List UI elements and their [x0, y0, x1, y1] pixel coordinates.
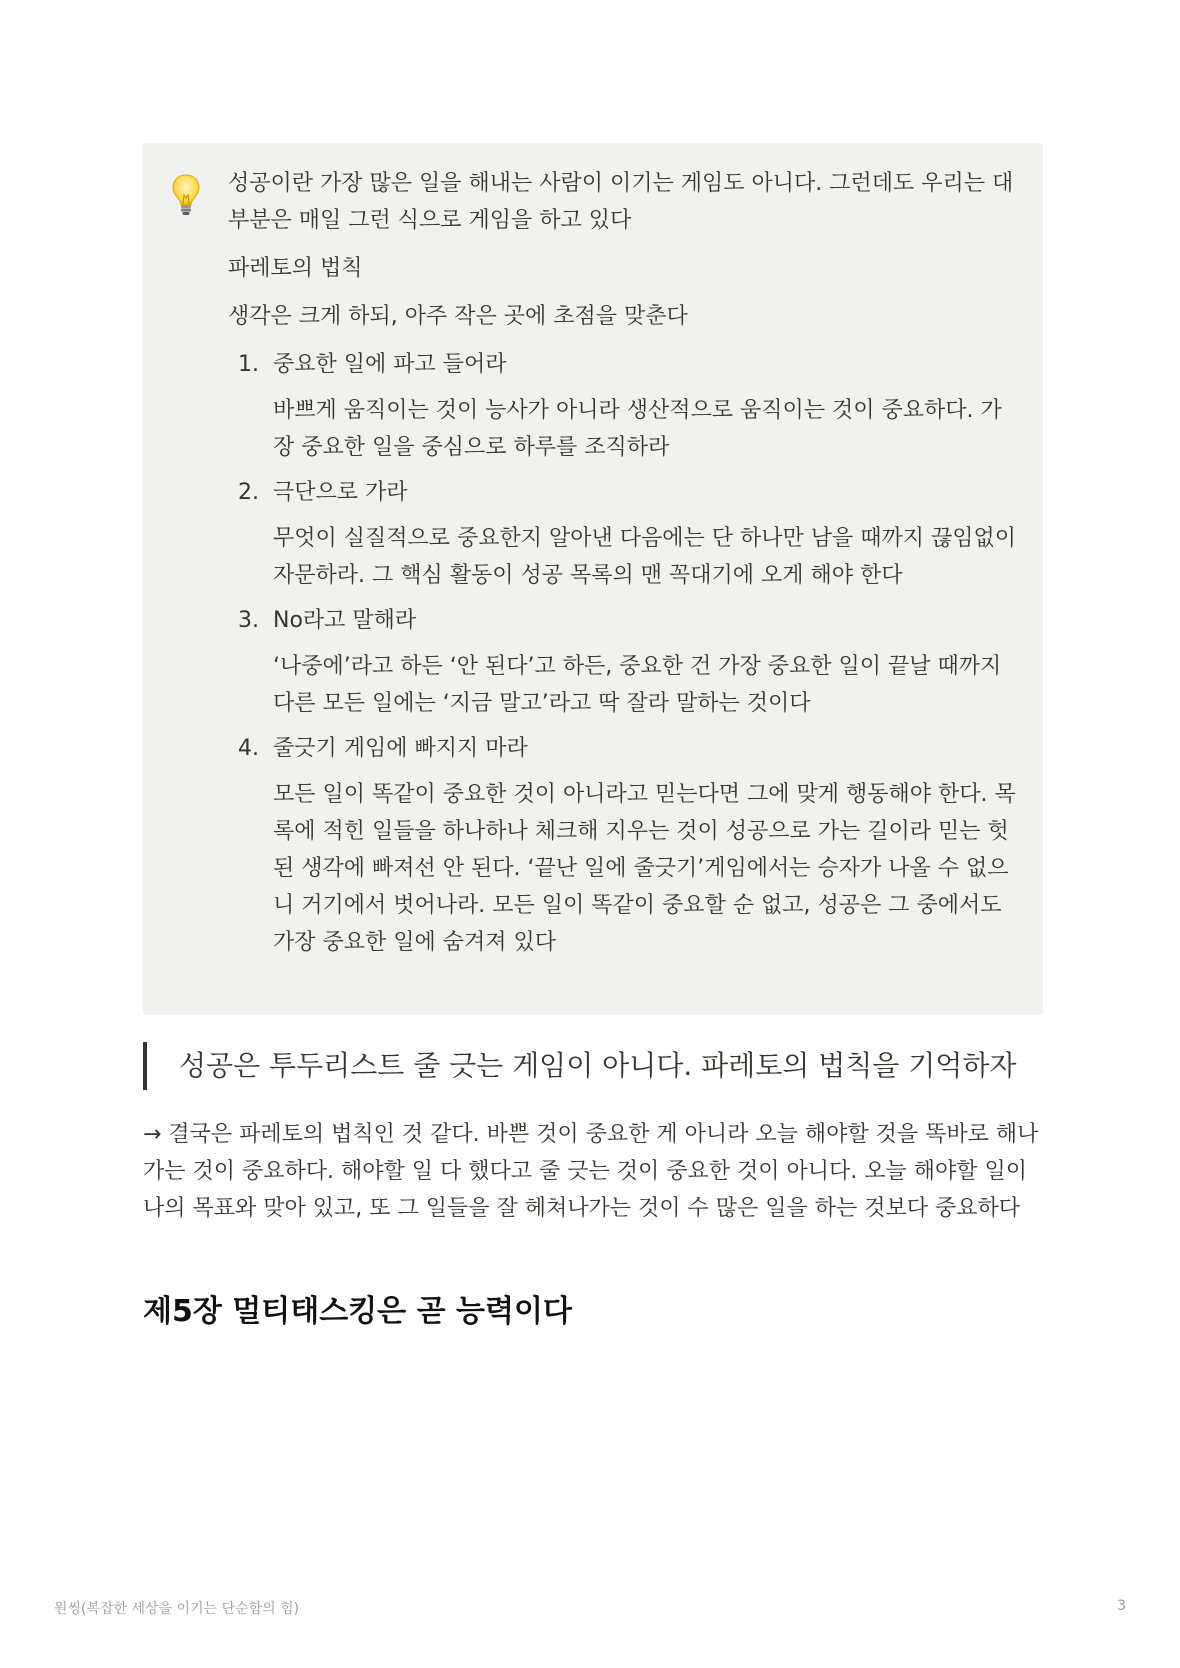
item-title: 줄긋기 게임에 빠지지 마라	[273, 736, 528, 761]
callout-subtitle: 파레토의 법칙	[228, 256, 363, 281]
item-number: 1.	[238, 352, 259, 377]
item-number: 3.	[238, 608, 259, 633]
item-title: 중요한 일에 파고 들어라	[273, 352, 507, 377]
item-number: 4.	[238, 736, 259, 761]
item-title: No라고 말해라	[273, 608, 417, 633]
footer-title: 원씽(복잡한 세상을 이기는 단순함의 힘)	[54, 1601, 300, 1617]
item-description: 모든 일이 똑같이 중요한 것이 아니라고 믿는다면 그에 맞게 행동해야 한다. 목록에 적힌 일들을 하나하나 체크해 지우는 것이 성공으로 가는 길이라 믿는 헛된 생각에 빠져선 안 된다. ‘끝난 일에 줄긋기’게임에서는 승자가 나올 수 없으니 거기에서 벗어나라. 모든 일이 똑같이 중요할 순 없고, 성공은 그 중에서도 가장 중요한 일에 숨겨져 있다	[273, 782, 1016, 955]
callout-content	[228, 165, 1018, 969]
numbered-list	[228, 346, 1018, 961]
item-description: ‘나중에’라고 하든 ‘안 된다’고 하든, 중요한 건 가장 중요한 일이 끝날 때까지 다른 모든 일에는 ‘지금 말고’라고 딱 잘라 말하는 것이다	[273, 654, 1002, 716]
body-paragraph: → 결국은 파레토의 법칙인 것 같다. 바쁜 것이 중요한 게 아니라 오늘 해야할 것을 똑바로 해나가는 것이 중요하다. 해야할 일 다 했다고 줄 긋는 것이 중요한 것이 아니다. 오늘 해야할 일이 나의 목표와 맞아 있고, 또 그 일들을 잘 헤쳐나가는 것이 수 많은 일을 하는 것보다 중요하다	[143, 1122, 1039, 1221]
light-bulb-icon	[171, 173, 201, 217]
list-item	[228, 730, 1018, 961]
chapter-heading: 제5장 멀티태스킹은 곧 능력이다	[143, 1294, 572, 1329]
list-item	[228, 602, 1018, 722]
quote-block	[143, 1042, 1043, 1090]
item-number: 2.	[238, 480, 259, 505]
callout-tagline: 생각은 크게 하되, 아주 작은 곳에 초점을 맞춘다	[228, 304, 688, 329]
list-item	[228, 474, 1018, 594]
item-title: 극단으로 가라	[273, 480, 408, 505]
page-number: 3	[1117, 1598, 1126, 1614]
item-description: 바쁘게 움직이는 것이 능사가 아니라 생산적으로 움직이는 것이 중요하다. 가장 중요한 일을 중심으로 하루를 조직하라	[273, 398, 1002, 460]
quote-text: 성공은 투두리스트 줄 긋는 게임이 아니다. 파레토의 법칙을 기억하자	[179, 1049, 1017, 1082]
item-description: 무엇이 실질적으로 중요한지 알아낸 다음에는 단 하나만 남을 때까지 끊임없이 자문하라. 그 핵심 활동이 성공 목록의 맨 꼭대기에 오게 해야 한다	[273, 526, 1017, 588]
list-item	[228, 346, 1018, 466]
callout-lead: 성공이란 가장 많은 일을 해내는 사람이 이기는 게임도 아니다. 그런데도 우리는 대부분은 매일 그런 식으로 게임을 하고 있다	[228, 171, 1014, 233]
callout-block	[143, 143, 1043, 1015]
